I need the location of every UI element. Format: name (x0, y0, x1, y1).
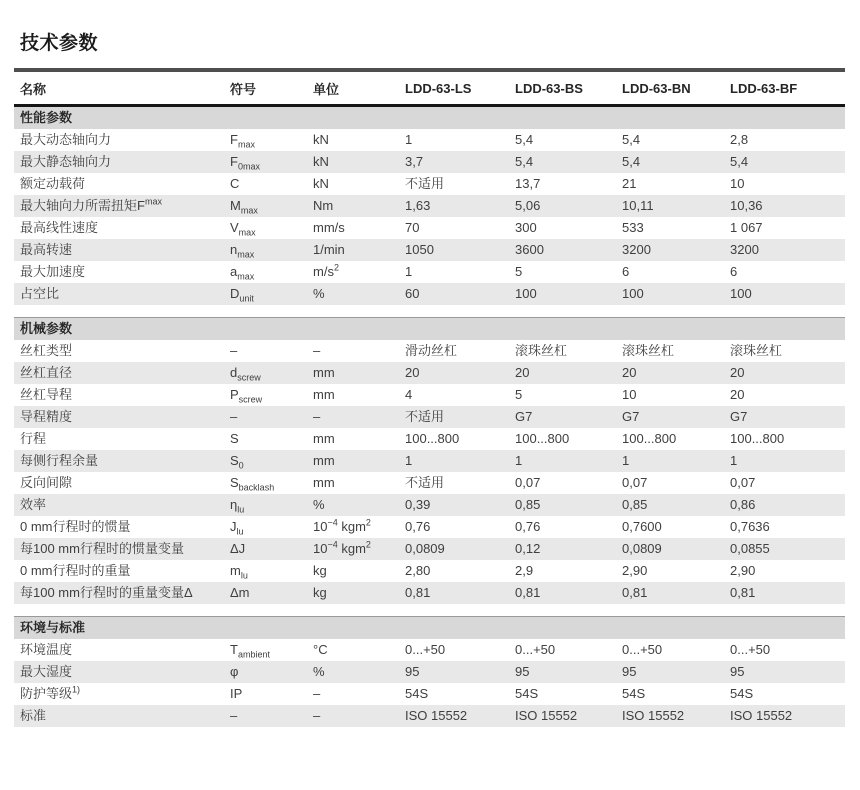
cell-name: 标准 (14, 705, 230, 727)
table-row (14, 661, 845, 683)
table-row (14, 239, 845, 261)
cell-value: G7 (515, 406, 622, 428)
column-header-model-bf: LDD-63-BF (730, 70, 845, 106)
cell-value: 5,4 (515, 132, 534, 147)
cell-symbol: S (230, 431, 239, 446)
cell-value: 滑动丝杠 (405, 343, 458, 358)
cell-value: 0,0809 (622, 538, 730, 560)
cell-name: 防护等级$^{1)}$ (20, 684, 81, 701)
table-row (14, 582, 845, 604)
cell-value: 0...+50 (622, 642, 663, 657)
cell-name: 每侧行程余量 (14, 450, 230, 472)
cell-value: ISO 15552 (405, 705, 515, 727)
cell-unit: Nm (313, 195, 405, 217)
column-header-unit: 单位 (313, 70, 405, 106)
cell-symbol: IP (230, 686, 243, 701)
cell-value: 70 (405, 220, 420, 235)
cell-name: 0 mm行程时的重量 (20, 563, 131, 578)
cell-name: 效率 (14, 494, 230, 516)
cell-symbol: $d_{screw}$ (230, 362, 313, 384)
cell-value: 100 (622, 283, 730, 305)
cell-value: 2,9 (515, 563, 534, 578)
table-row (14, 340, 845, 362)
cell-value: 1 (515, 450, 622, 472)
cell-value: 100 (730, 283, 845, 305)
section-title: 环境与标准 (14, 617, 845, 640)
cell-value: 54S (622, 686, 646, 701)
column-header-name: 名称 (14, 70, 230, 106)
cell-value: 1,63 (405, 195, 515, 217)
cell-name: 行程 (20, 431, 47, 446)
cell-value: 5,4 (730, 151, 845, 173)
cell-name: 额定动载荷 (20, 176, 86, 191)
cell-value: 2,8 (730, 132, 749, 147)
cell-value: 不适用 (405, 176, 445, 191)
cell-symbol: – (230, 705, 313, 727)
cell-value: 0,0809 (405, 538, 515, 560)
cell-value: 3200 (622, 239, 730, 261)
cell-unit: $m/s^2$ (313, 262, 339, 279)
cell-value: 0,7636 (730, 519, 770, 534)
table-row (14, 283, 845, 305)
cell-unit: kN (313, 132, 329, 147)
cell-value: 10 (622, 387, 637, 402)
cell-value: 0...+50 (730, 642, 771, 657)
cell-value: 95 (622, 661, 730, 683)
section-title: 机械参数 (14, 318, 845, 341)
cell-value: 0,76 (405, 519, 431, 534)
cell-value: 100...800 (622, 431, 677, 446)
cell-symbol: $\eta_{lu}$ (230, 494, 313, 516)
cell-value: 300 (515, 220, 537, 235)
cell-value: 3600 (515, 239, 622, 261)
cell-value: 0,81 (622, 582, 730, 604)
cell-symbol: $S_{backlash}$ (230, 475, 275, 493)
cell-value: 533 (622, 220, 644, 235)
cell-value: 95 (405, 661, 515, 683)
cell-value: 95 (515, 661, 622, 683)
cell-name: 最大动态轴向力 (20, 132, 112, 147)
cell-value: 20 (730, 387, 745, 402)
cell-value: 5,4 (515, 151, 622, 173)
cell-value: G7 (730, 406, 845, 428)
cell-name: 最大湿度 (14, 661, 230, 683)
table-row (14, 639, 845, 661)
table-row (14, 151, 845, 173)
cell-unit: % (313, 283, 405, 305)
cell-symbol: – (230, 406, 313, 428)
cell-unit: kN (313, 151, 405, 173)
cell-symbol: $P_{screw}$ (230, 387, 263, 405)
cell-unit: °C (313, 642, 328, 657)
cell-value: 0...+50 (405, 642, 446, 657)
cell-value: 滚珠丝杠 (515, 343, 568, 358)
cell-name: 每100 mm行程时的重量变量Δ (14, 582, 230, 604)
cell-name: 每100 mm行程时的惯量变量 (14, 538, 230, 560)
specs-table (14, 68, 845, 727)
cell-value: 95 (730, 661, 845, 683)
table-row (14, 683, 845, 705)
table-row (14, 705, 845, 727)
cell-value: G7 (622, 406, 730, 428)
cell-unit: mm (313, 450, 405, 472)
cell-value: 20 (405, 362, 515, 384)
cell-name: 最高线性速度 (20, 220, 99, 235)
cell-value: 5,06 (515, 195, 622, 217)
table-body (14, 106, 845, 728)
cell-symbol: $D_{unit}$ (230, 283, 313, 305)
cell-unit: mm (313, 475, 335, 490)
cell-value: 1 067 (730, 220, 763, 235)
cell-value: 20 (515, 362, 622, 384)
cell-value: 1 (622, 450, 730, 472)
cell-symbol: $n_{max}$ (230, 239, 313, 261)
cell-value: 0,86 (730, 494, 845, 516)
cell-value: 60 (405, 283, 515, 305)
cell-value: 20 (622, 362, 730, 384)
table-row (14, 362, 845, 384)
cell-value: ISO 15552 (730, 705, 845, 727)
cell-unit: % (313, 494, 405, 516)
column-header-model-bs: LDD-63-BS (515, 70, 622, 106)
cell-value: 0,81 (730, 582, 845, 604)
cell-unit: – (313, 705, 405, 727)
table-row (14, 516, 845, 538)
cell-symbol: $J_{lu}$ (230, 519, 244, 537)
table-row (14, 450, 845, 472)
cell-unit: mm (313, 362, 405, 384)
table-row (14, 129, 845, 151)
table-row (14, 217, 845, 239)
section-header-row (14, 318, 845, 341)
cell-value: 1 (405, 132, 413, 147)
table-row (14, 494, 845, 516)
cell-value: 1 (405, 450, 515, 472)
cell-value: 0,85 (622, 494, 730, 516)
table-row (14, 173, 845, 195)
cell-value: 0,0855 (730, 538, 845, 560)
cell-unit: – (313, 686, 321, 701)
table-row (14, 472, 845, 494)
cell-value: 0,85 (515, 494, 622, 516)
cell-name: 环境温度 (20, 642, 73, 657)
cell-value: 0,39 (405, 494, 515, 516)
cell-symbol: $S_0$ (230, 450, 313, 472)
cell-symbol: Δm (230, 582, 313, 604)
cell-symbol: $M_{max}$ (230, 195, 313, 217)
cell-unit: $10^{-4}$ kgm$^2$ (313, 538, 405, 560)
cell-symbol: ΔJ (230, 538, 313, 560)
cell-unit: 1/min (313, 239, 405, 261)
cell-value: 100...800 (730, 431, 785, 446)
cell-value: 不适用 (405, 475, 445, 490)
cell-value: 1050 (405, 239, 515, 261)
cell-symbol: C (230, 176, 240, 191)
cell-value: 5 (515, 387, 523, 402)
cell-value: 0,12 (515, 538, 622, 560)
cell-value: 1 (730, 450, 845, 472)
table-row (14, 560, 845, 582)
header-row (14, 70, 845, 106)
cell-name: 最高转速 (14, 239, 230, 261)
section-header-row (14, 617, 845, 640)
cell-unit: mm/s (313, 220, 345, 235)
table-row (14, 384, 845, 406)
table-row (14, 261, 845, 283)
cell-value: 0...+50 (515, 642, 556, 657)
cell-value: 2,90 (730, 563, 756, 578)
cell-symbol: $V_{max}$ (230, 220, 256, 238)
table-header (14, 70, 845, 106)
cell-name: 导程精度 (14, 406, 230, 428)
section-gap-cell (14, 305, 845, 318)
cell-name: 最大静态轴向力 (14, 151, 230, 173)
cell-value: 5 (515, 264, 523, 279)
cell-name: 0 mm行程时的惯量 (20, 519, 131, 534)
cell-value: 100...800 (405, 431, 460, 446)
column-header-symbol: 符号 (230, 70, 313, 106)
column-header-model-bn: LDD-63-BN (622, 70, 730, 106)
cell-symbol: $T_{ambient}$ (230, 642, 270, 660)
cell-value: 滚珠丝杠 (730, 343, 783, 358)
cell-value: ISO 15552 (622, 705, 730, 727)
cell-value: 0,07 (622, 475, 648, 490)
cell-name: 丝杠导程 (20, 387, 73, 402)
page-title: 技术参数 (20, 33, 99, 54)
cell-unit: – (313, 406, 405, 428)
cell-unit: $10^{-4}$ kgm$^2$ (313, 517, 371, 534)
cell-value: 2,80 (405, 563, 431, 578)
cell-value: 54S (730, 686, 754, 701)
cell-value: 100...800 (515, 431, 570, 446)
cell-unit: kN (313, 176, 329, 191)
cell-symbol: $a_{max}$ (230, 264, 255, 282)
cell-unit: kg (313, 582, 405, 604)
section-title: 性能参数 (14, 106, 845, 130)
cell-name: 丝杠直径 (14, 362, 230, 384)
section-gap-cell (14, 604, 845, 617)
cell-symbol: $F_{max}$ (230, 132, 255, 150)
cell-value: 5,4 (622, 132, 641, 147)
table-row (14, 538, 845, 560)
cell-value: 54S (405, 686, 429, 701)
cell-name: 反向间隙 (20, 475, 73, 490)
cell-value: 21 (622, 176, 637, 191)
column-header-model-ls: LDD-63-LS (405, 70, 515, 106)
cell-value: 0,81 (515, 582, 622, 604)
cell-value: 0,7600 (622, 519, 662, 534)
cell-value: 3200 (730, 239, 845, 261)
cell-value: 0,76 (515, 519, 541, 534)
cell-value: 3,7 (405, 151, 515, 173)
cell-value: 滚珠丝杠 (622, 343, 675, 358)
cell-value: 13,7 (515, 176, 541, 191)
section-gap (14, 604, 845, 617)
section-gap (14, 305, 845, 318)
cell-name: 最大轴向力所需扭矩$F^{max}$ (14, 195, 230, 217)
cell-value: 54S (515, 686, 539, 701)
cell-unit: % (313, 661, 405, 683)
cell-unit: mm (313, 387, 335, 402)
cell-unit: mm (313, 431, 335, 446)
section-header-row (14, 106, 845, 130)
cell-value: 0,07 (515, 475, 541, 490)
table-row (14, 195, 845, 217)
cell-value: 10,11 (622, 195, 730, 217)
table-row (14, 428, 845, 450)
cell-value: 不适用 (405, 406, 515, 428)
cell-symbol: φ (230, 661, 313, 683)
cell-symbol: – (230, 343, 238, 358)
cell-value: 100 (515, 283, 622, 305)
cell-value: 5,4 (622, 151, 730, 173)
cell-name: 占空比 (14, 283, 230, 305)
cell-value: 6 (730, 264, 738, 279)
cell-value: 20 (730, 362, 845, 384)
table-row (14, 406, 845, 428)
cell-value: 2,90 (622, 563, 648, 578)
cell-name: 最大加速度 (20, 264, 86, 279)
cell-value: 10 (730, 176, 745, 191)
cell-unit: kg (313, 563, 327, 578)
cell-unit: – (313, 343, 321, 358)
cell-value: 4 (405, 387, 413, 402)
cell-symbol: $m_{lu}$ (230, 563, 248, 581)
cell-value: 6 (622, 264, 630, 279)
cell-value: 10,36 (730, 195, 845, 217)
cell-value: ISO 15552 (515, 705, 622, 727)
cell-name: 丝杠类型 (20, 343, 73, 358)
cell-value: 0,81 (405, 582, 515, 604)
cell-value: 0,07 (730, 475, 756, 490)
cell-value: 1 (405, 264, 413, 279)
cell-symbol: $F_{0max}$ (230, 151, 313, 173)
